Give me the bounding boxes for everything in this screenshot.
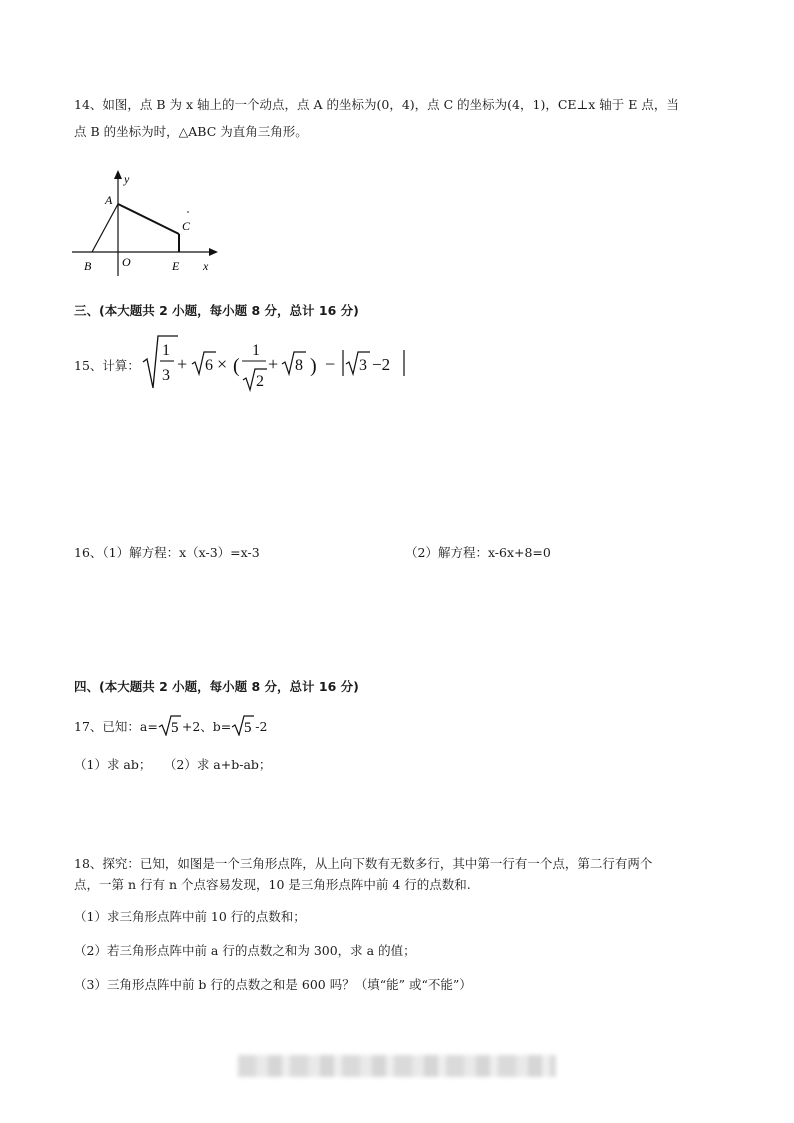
q17-parts: （1）求 ab； （2）求 a+b-ab； — [74, 757, 272, 772]
segment-ba — [92, 204, 118, 252]
q15-frac2-den: 2 — [256, 373, 264, 390]
label-o: O — [122, 255, 131, 269]
section4-heading: 四、(本大题共 2 小题，每小题 8 分，总计 16 分) — [74, 679, 359, 694]
q17-sqrt5-b — [231, 714, 255, 736]
blurred-footer — [238, 1055, 556, 1077]
q14-figure — [70, 168, 230, 280]
q15-plus1: + — [177, 354, 188, 374]
q18-sub2: （2）若三角形点阵中前 a 行的点数之和为 300，求 a 的值； — [74, 943, 416, 958]
q17-sqrt5-a — [158, 714, 182, 736]
section3-heading: 三、(本大题共 2 小题，每小题 8 分，总计 16 分) — [74, 303, 359, 318]
q17-b-suffix: -2 — [255, 719, 268, 734]
q18-line2: 点，一第 n 行有 n 个点容易发现，10 是三角形点阵中前 4 行的点数和. — [74, 877, 471, 892]
q14-text-line1: 14、如图，点 B 为 x 轴上的一个动点，点 A 的坐标为(0，4)，点 C 的坐标为(4，1)，CE⊥x 轴于 E 点，当 — [74, 97, 679, 112]
q15-times: × — [217, 354, 228, 374]
q15-plus2: + — [268, 354, 279, 374]
q14-text-line2: 点 B 的坐标为时，△ABC 为直角三角形。 — [74, 124, 308, 139]
label-e: E — [172, 259, 180, 273]
segment-ac — [118, 204, 179, 234]
svg-text:5: 5 — [170, 720, 179, 736]
q17-given — [74, 718, 267, 736]
label-a: A — [105, 193, 113, 207]
q15-radicand-8: 8 — [295, 357, 303, 374]
q15-formula — [140, 332, 430, 394]
q18-line1: 18、探究：已知，如图是一个三角形点阵，从上向下数有无数多行，其中第一行有一个点，第二行有两个 — [74, 856, 653, 871]
q18-sub3: （3）三角形点阵中前 b 行的点数之和是 600 吗？（填“能” 或“不能”） — [74, 977, 472, 992]
y-axis-arrow — [114, 170, 122, 179]
svg-text:5: 5 — [244, 720, 252, 736]
label-b: B — [84, 259, 92, 273]
q15-minus: − — [325, 354, 336, 374]
q15-frac2-num: 1 — [252, 342, 260, 359]
x-axis-arrow — [209, 248, 218, 256]
label-c: C — [182, 219, 191, 233]
q15-radicand-3: 3 — [359, 357, 367, 374]
label-y: y — [124, 172, 130, 186]
q15-minus-two: −2 — [372, 355, 391, 374]
q16-part2: （2）解方程：x-6x+8=0 — [405, 545, 551, 560]
dot-mark — [187, 211, 189, 213]
q18-sub1: （1）求三角形点阵中前 10 行的点数和； — [74, 909, 306, 924]
q17-a-prefix: 17、已知：a= — [74, 719, 158, 734]
q15-radicand-6: 6 — [205, 357, 213, 374]
q17-a-suffix: +2、b= — [181, 719, 232, 734]
label-x: x — [203, 259, 209, 273]
q15-prefix: 15、计算： — [74, 358, 140, 373]
q15-frac1-num: 1 — [162, 342, 170, 359]
q16-part1: 16、（1）解方程：x（x-3）=x-3 — [74, 545, 260, 560]
q15-lparen: ( — [233, 355, 240, 377]
q15-rparen: ) — [310, 355, 317, 377]
q15-frac1-den: 3 — [162, 367, 170, 384]
